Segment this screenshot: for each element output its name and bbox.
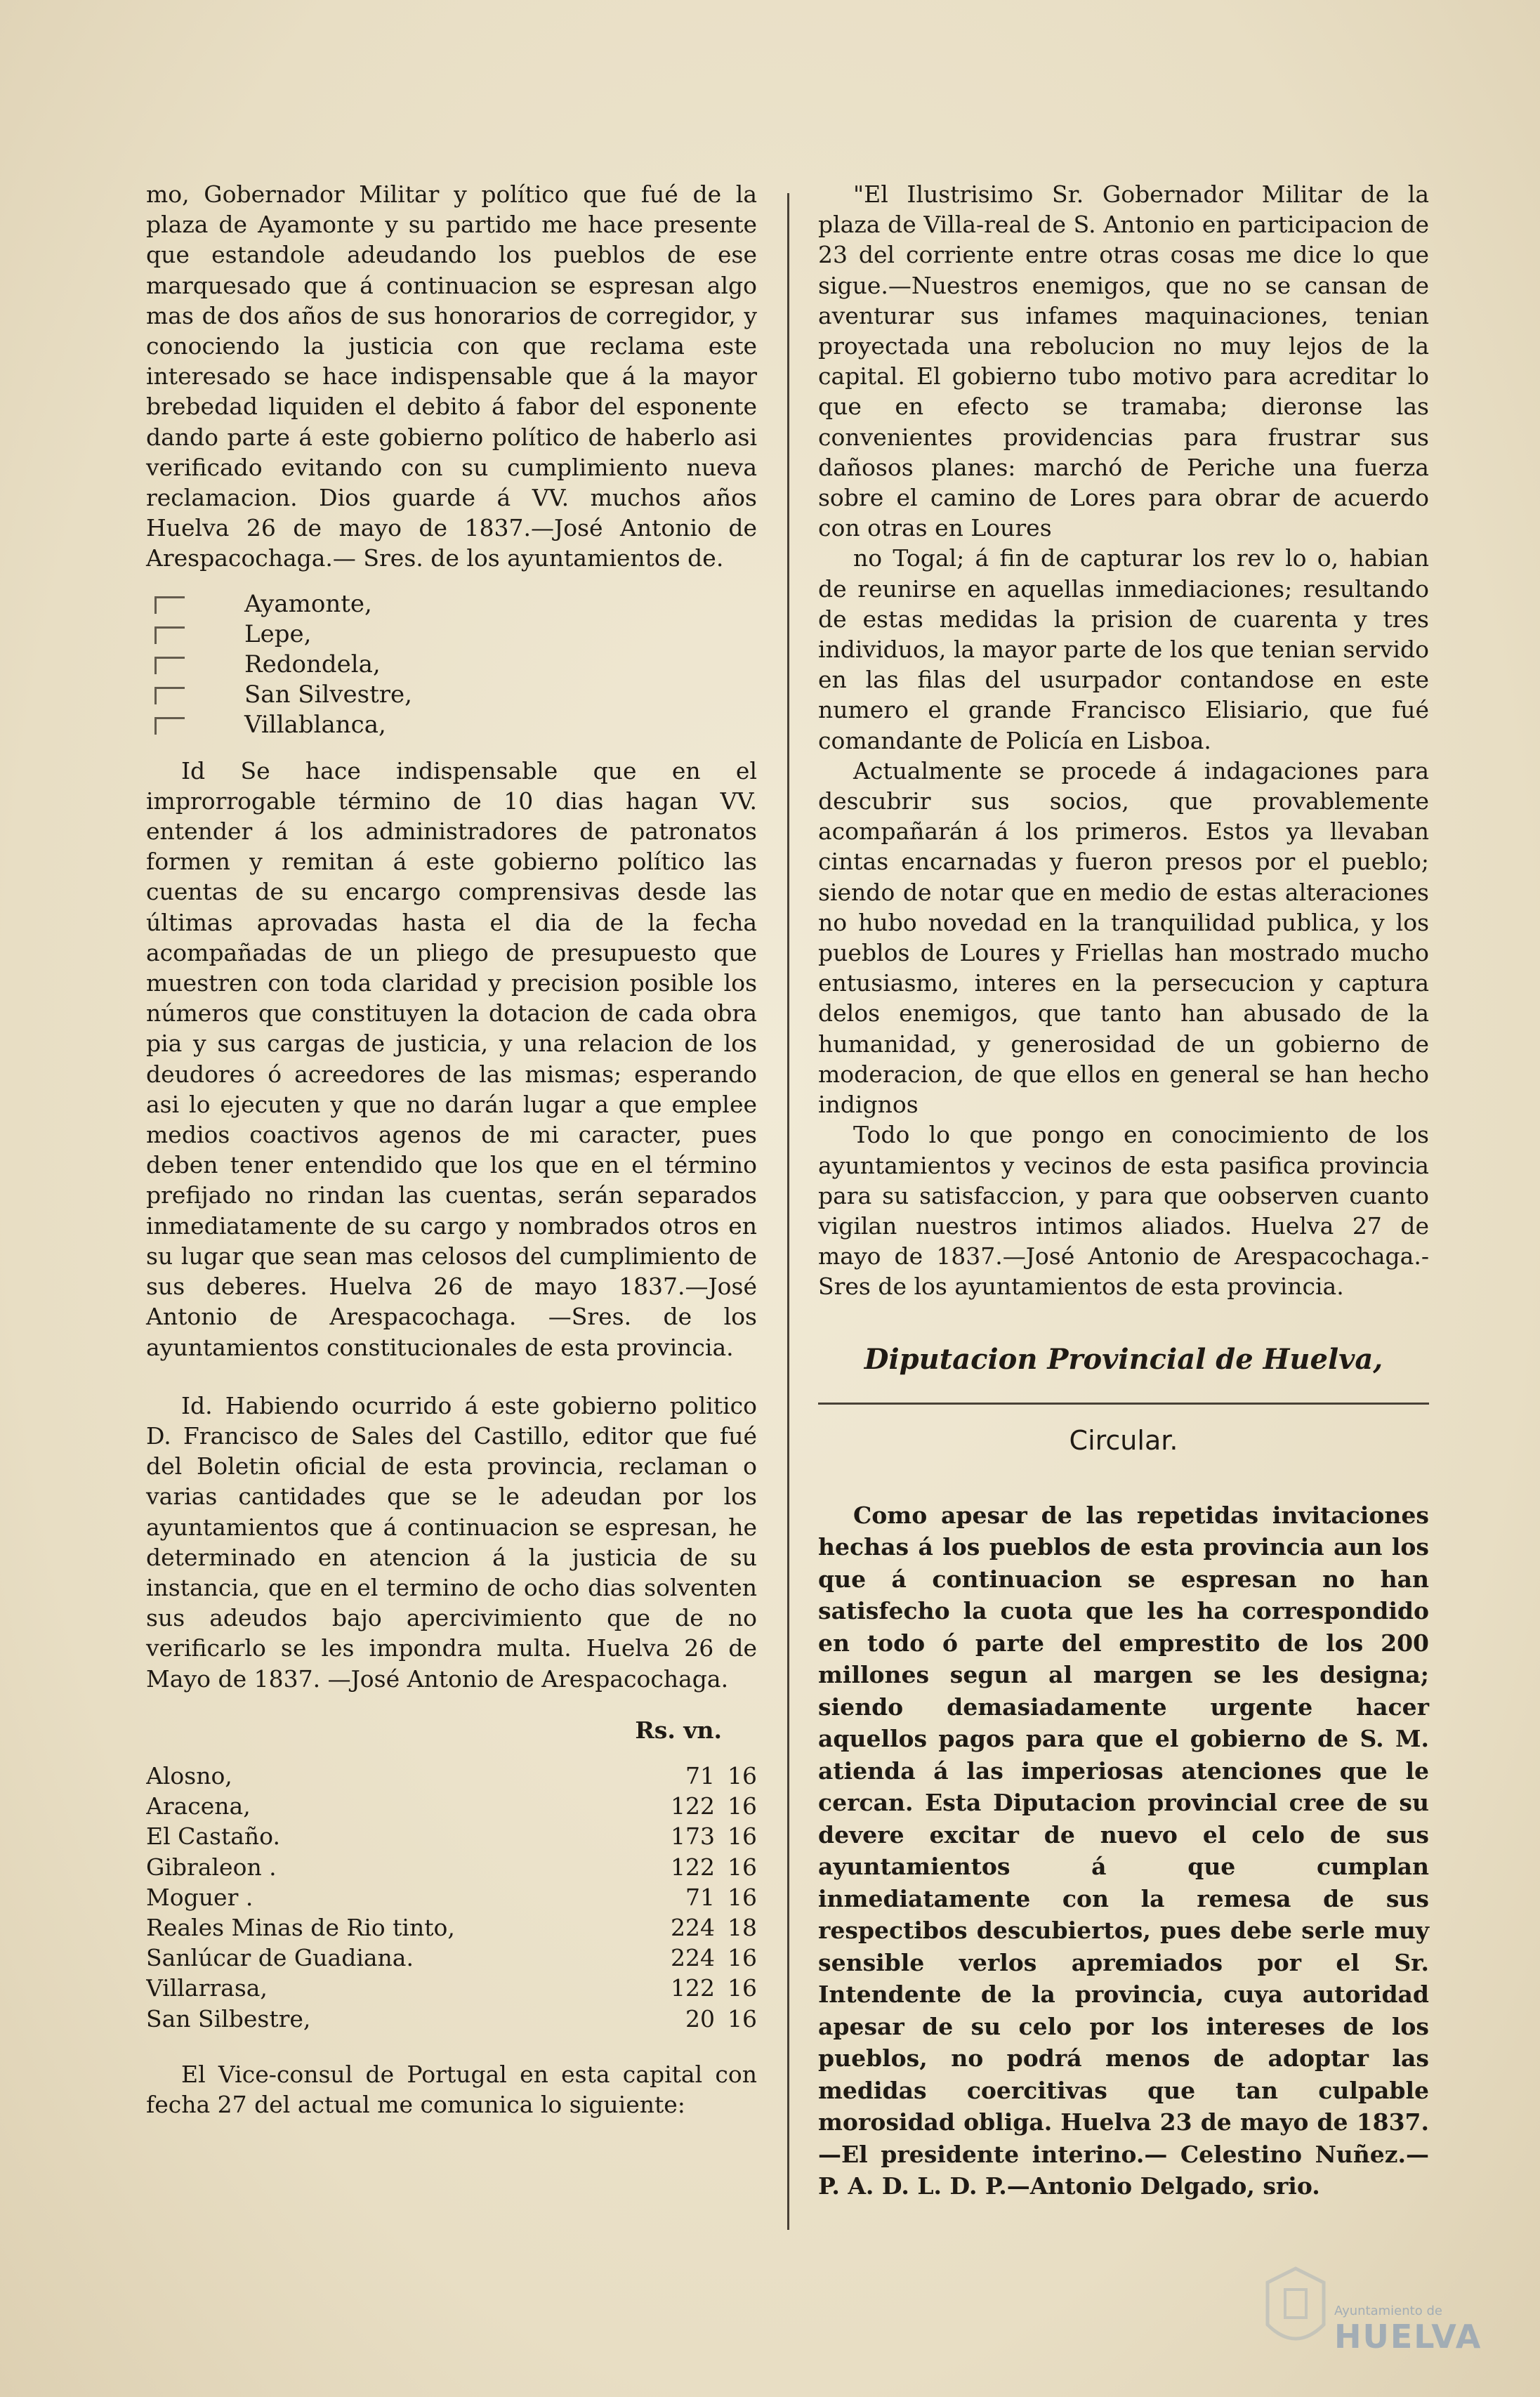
bracket-mark-icon xyxy=(154,596,185,614)
place-cell: Reales Minas de Rio tinto, xyxy=(146,1913,455,1941)
town-name: San Silvestre, xyxy=(244,680,412,709)
right-paragraph-2: no Togal; á fin de capturar los rev lo o, habian de reunirse en aquellas inmediaciones; resultando de estas medidas la prision de cuarenta y tres individuos, la mayor parte de los que tenian servido en las filas del usurpador contandose en este numero el grande Francisco Elisiario, que fué comandante de Policía en Lisboa. xyxy=(818,544,1429,754)
amount-cell: 20 xyxy=(685,2004,715,2032)
table-row xyxy=(146,1821,757,1851)
place-cell: San Silbestre, xyxy=(146,2004,311,2032)
place-cell: Gibraleon . xyxy=(146,1853,277,1881)
watermark-title: HUELVA xyxy=(1334,2318,1482,2356)
place-cell: Villarrasa, xyxy=(146,1974,268,2002)
amount-fraction-cell: 16 xyxy=(728,2004,757,2032)
table-row xyxy=(146,1973,757,2003)
left-paragraph-2: Id Se hace indispensable que en el improrrogable término de 10 dias hagan VV. entender á los administradores de patronatos formen y remitan á este gobierno político las cuentas de su encargo comprensivas desde las últimas aprovadas hasta el dia de la fecha acompañadas de un pliego de presupuesto que muestren con toda claridad y precision posible los números que constituyen la dotacion de cada obra pia y sus cargas de justicia, y una relacion de los deudores ó acreedores de las mismas; esperando asi lo ejecuten y que no darán lugar a que emplee medios coactivos agenos de mi caracter, pues deben tener entendido que los que en el término prefijado no rindan las cuentas, serán separados inmediatamente de su cargo y nombrados otros en su lugar que sean mas celosos del cumplimiento de sus deberes. Huelva 26 de mayo 1837.—José Antonio de Arespacochaga. —Sres. de los ayuntamientos constitucionales de esta provincia. xyxy=(146,756,757,1361)
spacer xyxy=(146,1362,757,1391)
amount-cell: 122 xyxy=(671,1853,715,1881)
horizontal-rule xyxy=(818,1403,1429,1405)
amount-cell: 224 xyxy=(671,1944,715,1972)
town-name: Villablanca, xyxy=(244,710,386,739)
circular-text: Como apesar de las repetidas invitaciones hechas á los pueblos de esta provincia aun los que á continuacion se espresan no han satisfecho la cuota que les ha correspondido en todo ó parte del emprestito de los 200 millones segun al margen se les designa; siendo demasiadamente urgente hacer aquellos pagos para que el gobierno de S. M. atienda á las imperiosas atenciones que le cercan. Esta Diputacion provincial cree de su devere excitar de nuevo el celo de sus ayuntamientos á que cumplan inmediatamente con la remesa de sus respectibos descubiertos, pues debe serle muy sensible verlos apremiados por el Sr. Intendente de la provincia, cuya autoridad apesar de su celo por los intereses de los pueblos, no podrá menos de adoptar las medidas coercitivas que tan culpable morosidad obliga. Huelva 23 de mayo de 1837.—El presidente interino.— Celestino Nuñez.—P. A. D. L. D. P.—Antonio Delgado, srio. xyxy=(818,1501,1429,2200)
amount-fraction-cell: 16 xyxy=(728,1853,757,1881)
amount-fraction-cell: 16 xyxy=(728,1974,757,2002)
town-item xyxy=(146,650,757,680)
column-divider xyxy=(787,193,789,2230)
table-row xyxy=(146,1943,757,1973)
table-row xyxy=(146,1882,757,1912)
amounts-header: Rs. vn. xyxy=(635,1716,722,1744)
town-name: Ayamonte, xyxy=(244,589,372,618)
right-paragraph-1: "El Ilustrisimo Sr. Gobernador Militar de la plaza de Villa-real de S. Antonio en participacion de 23 del corriente entre otras cosas me dice lo que sigue.—Nuestros enemigos, que no se cansan de aventurar sus infames maquinaciones, tenian proyectada una rebolucion no muy lejos de la capital. El gobierno tubo motivo para acreditar lo que en efecto se tramaba; dieronse las convenientes providencias para frustrar sus dañosos planes: marchó de Periche una fuerza sobre el camino de Lores para obrar de acuerdo con otras en Loures xyxy=(818,180,1429,542)
table-row xyxy=(146,1791,757,1821)
amount-cell: 122 xyxy=(671,1974,715,2002)
table-row xyxy=(146,1852,757,1882)
place-cell: Alosno, xyxy=(146,1761,232,1789)
place-cell: Moguer . xyxy=(146,1883,254,1911)
right-column xyxy=(818,179,1429,2202)
amount-cell: 122 xyxy=(671,1792,715,1820)
amount-fraction-cell: 16 xyxy=(728,1823,757,1851)
amount-fraction-cell: 16 xyxy=(728,1883,757,1911)
amount-fraction-cell: 16 xyxy=(728,1761,757,1789)
town-item xyxy=(146,589,757,619)
table-row xyxy=(146,1912,757,1943)
amount-fraction-cell: 18 xyxy=(728,1913,757,1941)
left-column xyxy=(146,179,757,2120)
right-paragraph-3: Actualmente se procede á indagaciones para descubrir sus socios, que provablemente acompañarán á los primeros. Estos ya llevaban cintas encarnadas y fueron presos por el pueblo; siendo de notar que en medio de estas alteraciones no hubo novedad en la tranquilidad publica, y los pueblos de Loures y Friellas han mostrado mucho entusiasmo, interes en la persecucion y captura delos enemigos, que tanto han abusado de la humanidad, y generosidad de un gobierno de moderacion, de que ellos en general se han hecho indignos xyxy=(818,756,1429,1119)
place-cell: Sanlúcar de Guadiana. xyxy=(146,1944,414,1972)
right-paragraph-4: Todo lo que pongo en conocimiento de los ayuntamientos y vecinos de esta pasifica provincia para su satisfaccion, y para que oobserven cuanto vigilan nuestros intimos aliados. Huelva 27 de mayo de 1837.—José Antonio de Arespacochaga.-Sres de los ayuntamientos de esta provincia. xyxy=(818,1121,1429,1301)
amounts-table xyxy=(146,1761,757,2034)
place-cell: El Castaño. xyxy=(146,1823,280,1851)
amount-cell: 71 xyxy=(685,1761,715,1789)
town-item xyxy=(146,710,757,740)
bracket-mark-icon xyxy=(154,657,185,674)
town-name: Lepe, xyxy=(244,619,312,648)
amount-cell: 173 xyxy=(671,1823,715,1851)
bracket-mark-icon xyxy=(154,687,185,704)
amount-fraction-cell: 16 xyxy=(728,1792,757,1820)
towns-list xyxy=(146,589,757,740)
section-title: Diputacion Provincial de Huelva, xyxy=(864,1342,1383,1376)
watermark-subtitle: Ayuntamiento de xyxy=(1334,2304,1442,2318)
bracket-mark-icon xyxy=(154,626,185,644)
left-paragraph-4: El Vice-consul de Portugal en esta capital con fecha 27 del actual me comunica lo siguiente: xyxy=(146,2060,757,2118)
left-paragraph-1: mo, Gobernador Militar y político que fué de la plaza de Ayamonte y su partido me hace presente que estandole adeudando los pueblos de ese marquesado que á continuacion se espresan algo mas de dos años de sus honorarios de corregidor, y conociendo la justicia con que reclama este interesado se hace indispensable que á la mayor brebedad liquiden el debito á fabor del esponente dando parte á este gobierno político de haberlo asi verificado evitando con su cumplimiento nueva reclamacion. Dios guarde á VV. muchos años Huelva 26 de mayo de 1837.—José Antonio de Arespacochaga.— Sres. de los ayuntamientos de. xyxy=(146,180,757,572)
table-row xyxy=(146,1761,757,1791)
amount-cell: 71 xyxy=(685,1883,715,1911)
left-paragraph-3: Id. Habiendo ocurrido á este gobierno politico D. Francisco de Sales del Castillo, editor que fué del Boletin oficial de esta provincia, reclaman o varias cantidades que se le adeudan por los ayuntamientos que á continuacion se espresan, he determinado en atencion á la justicia de su instancia, que en el termino de ocho dias solventen sus adeudos bajo apercivimiento que de no verificarlo se les impondra multa. Huelva 26 de Mayo de 1837. —José Antonio de Arespacochaga. xyxy=(146,1391,757,1693)
amount-fraction-cell: 16 xyxy=(728,1944,757,1972)
circular-title: Circular. xyxy=(1069,1424,1178,1456)
place-cell: Aracena, xyxy=(146,1792,251,1820)
table-row xyxy=(146,2004,757,2034)
bracket-mark-icon xyxy=(154,717,185,735)
town-item xyxy=(146,680,757,710)
town-name: Redondela, xyxy=(244,650,381,678)
amount-cell: 224 xyxy=(671,1913,715,1941)
town-item xyxy=(146,619,757,650)
spacer xyxy=(146,2034,757,2059)
